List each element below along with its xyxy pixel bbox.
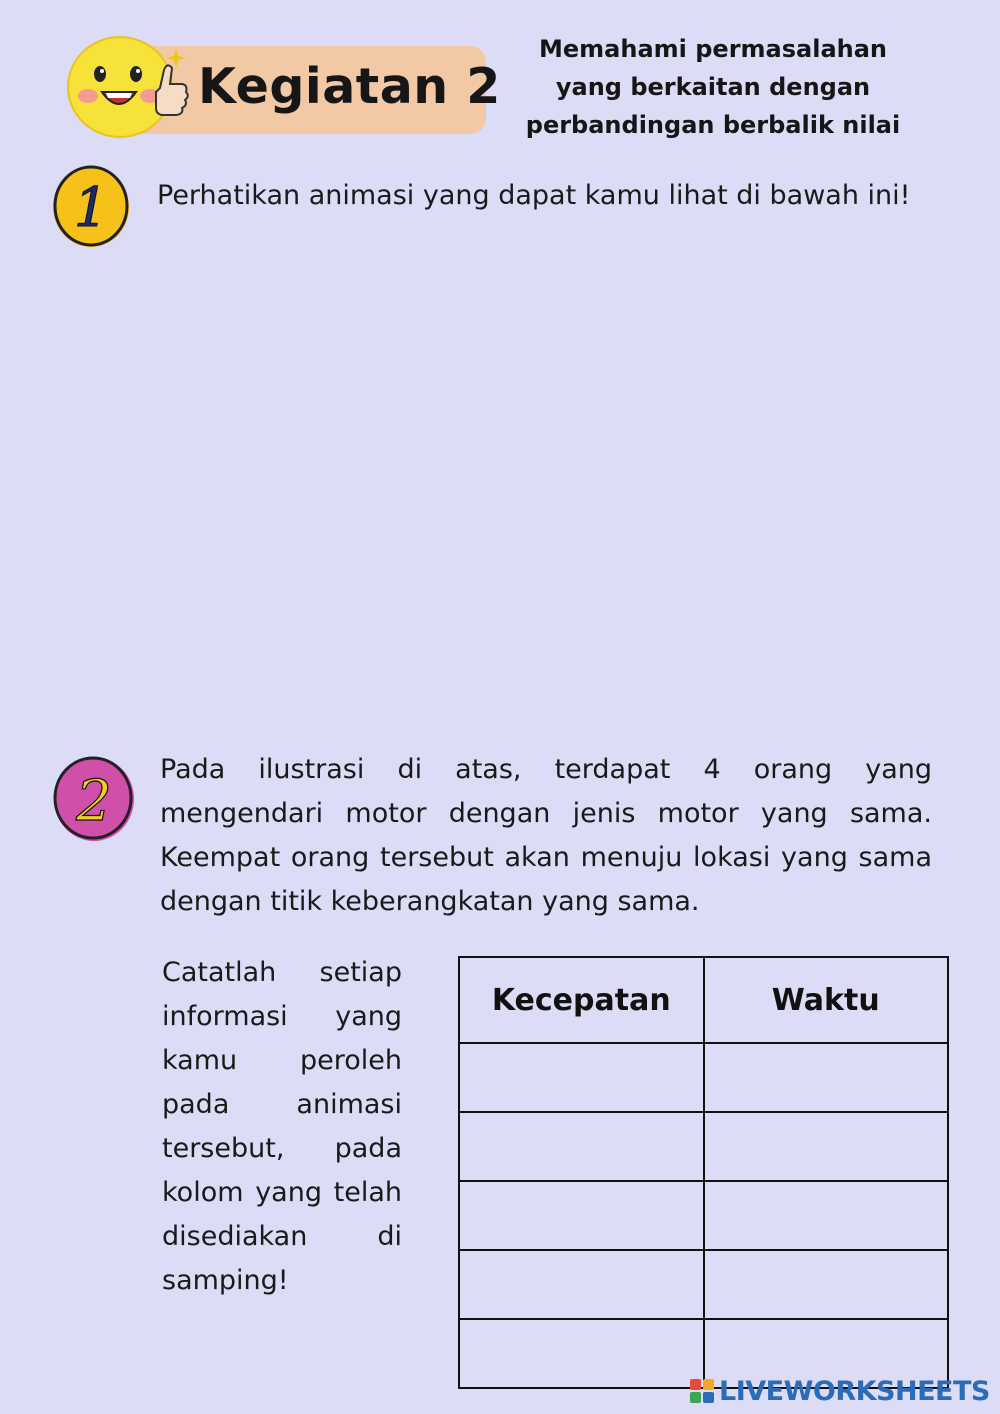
waktu-cell[interactable] (704, 1043, 949, 1112)
waktu-cell[interactable] (704, 1112, 949, 1181)
table-row (459, 1250, 948, 1319)
step-2-side-instruction: Catatlah setiap informasi yang kamu peroleh pada animasi tersebut, pada kolom yang telah disediakan di samping! (162, 957, 402, 1296)
subtitle-line: Memahami permasalahan (539, 35, 887, 63)
step-2-paragraph: Pada ilustrasi di atas, terdapat 4 orang yang mengendari motor dengan jenis motor yang sama. Keempat orang tersebut akan menuju lokasi yang sama dengan titik keberangkatan yang sama. (160, 754, 932, 917)
answer-table (458, 956, 949, 1389)
header-kecepatan: Kecepatan (459, 957, 704, 1043)
step-number: 1 (73, 176, 109, 239)
waktu-cell[interactable] (704, 1181, 949, 1250)
kecepatan-cell[interactable] (459, 1112, 704, 1181)
brand-name: LIVEWORKSHEETS (719, 1375, 990, 1407)
header-waktu: Waktu (704, 957, 949, 1043)
table-row (459, 1043, 948, 1112)
thumbs-up-smiley-icon (64, 34, 194, 140)
kecepatan-cell[interactable] (459, 1181, 704, 1250)
subtitle-line: yang berkaitan dengan (555, 73, 871, 101)
step-1-badge (50, 162, 132, 250)
table-header-row (459, 957, 948, 1043)
waktu-cell[interactable] (704, 1250, 949, 1319)
kecepatan-cell[interactable] (459, 1043, 704, 1112)
table-row (459, 1112, 948, 1181)
step-1-instruction: Perhatikan animasi yang dapat kamu lihat di bawah ini! (157, 180, 911, 211)
activity-subtitle (506, 30, 920, 144)
kecepatan-cell[interactable] (459, 1250, 704, 1319)
liveworksheets-blocks-icon (690, 1379, 714, 1403)
step-2-badge (50, 752, 138, 844)
liveworksheets-logo[interactable] (690, 1374, 990, 1408)
table-row (459, 1181, 948, 1250)
subtitle-line: perbandingan berbalik nilai (525, 111, 901, 139)
step-number: 2 (76, 769, 112, 834)
kecepatan-cell[interactable] (459, 1319, 704, 1388)
page-title: Kegiatan 2 (198, 58, 501, 115)
